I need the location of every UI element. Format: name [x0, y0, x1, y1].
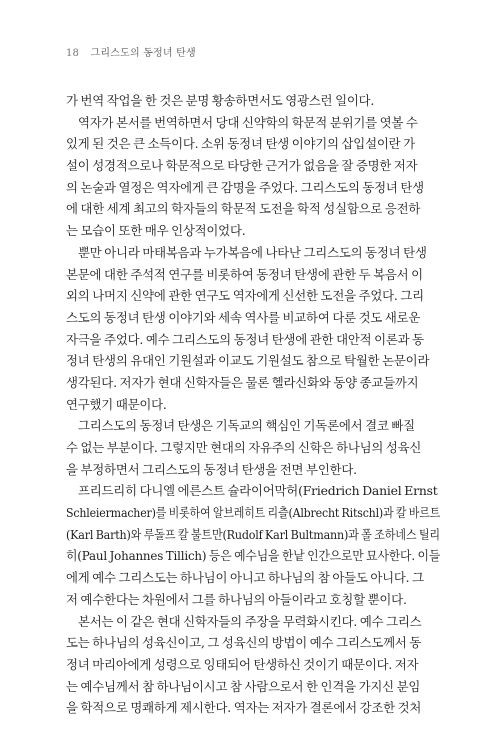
text-line: 그리스도의 동정녀 탄생은 기독교의 핵심인 기독론에서 결코 빠질 [78, 418, 415, 434]
text-line: 정녀 마리아에게 성령으로 잉태되어 탄생하신 것이기 때문이다. 저자 [66, 656, 419, 672]
text-line: 도는 하나님의 성육신이고, 그 성육신의 방법이 예수 그리스도께서 동 [66, 635, 422, 651]
text-line: 자극을 주었다. 예수 그리스도의 동정녀 탄생에 관한 대안적 이론과 동 [66, 331, 424, 347]
running-head [66, 44, 196, 59]
text-line: 저 예수한다는 차원에서 그를 하나님의 아들이라고 호칭할 뿐이다. [66, 591, 407, 607]
body-text [66, 90, 440, 719]
text-line: 프리드리히 다니엘 에른스트 슐라이어막허(Friedrich Daniel Ernst [78, 483, 438, 499]
text-line: 설이 성경적으로나 학문적으로 타당한 근거가 없음을 잘 증명한 저자 [66, 158, 418, 174]
text-line: (Karl Barth)와 루돌프 칼 불트만(Rudolf Karl Bultmann)과 폴 조하네스 틸리 [66, 526, 440, 542]
text-line: 을 학적으로 명쾌하게 제시한다. 역자는 저자가 결론에서 강조한 것처 [66, 700, 422, 716]
text-line: 본문에 대한 주석적 연구를 비롯하여 동정녀 탄생에 관한 두 복음서 이 [66, 266, 423, 282]
text-line: 는 모습이 또한 매우 인상적이었다. [66, 223, 246, 239]
running-head-title: 그리스도의 동정녀 탄생 [90, 48, 196, 59]
text-line: 을 부정하면서 그리스도의 동정녀 탄생을 전면 부인한다. [66, 461, 357, 477]
text-line: 에 대한 세계 최고의 학자들의 학문적 도전을 학적 성실함으로 응전하 [66, 201, 421, 217]
text-line: 는 예수님께서 참 하나님이시고 참 사람으로서 한 인격을 가지신 분임 [66, 678, 421, 694]
text-line: 뿐만 아니라 마태복음과 누가복음에 나타난 그리스도의 동정녀 탄생 [78, 244, 427, 260]
text-line: 정녀 탄생의 유대인 기원설과 이교도 기원설도 참으로 탁월한 논문이라 [66, 353, 430, 369]
text-line: 에게 예수 그리스도는 하나님이 아니고 하나님의 참 아들도 아니다. 그 [66, 570, 424, 586]
text-line: 스도의 동정녀 탄생 이야기와 세속 역사를 비교하여 다룬 것도 새로운 [66, 309, 421, 325]
text-line: 히(Paul Johannes Tillich) 등은 예수님을 한낱 인간으로만 묘사한다. 이들 [66, 548, 440, 564]
text-line: 있게 된 것은 큰 소득이다. 소위 동정녀 탄생 이야기의 삽입설이란 가 [66, 136, 415, 152]
text-line: 본서는 이 같은 현대 신학자들의 주장을 무력화시킨다. 예수 그리스 [78, 613, 422, 629]
text-line: 외의 나머지 신약에 관한 연구도 역자에게 신선한 도전을 주었다. 그리 [66, 288, 424, 304]
text-line: 생각된다. 저자가 현대 신학자들은 물론 헬라신화와 동양 종교들까지 [66, 374, 419, 390]
text-line: 수 없는 부분이다. 그렇지만 현대의 자유주의 신학은 하나님의 성육신 [66, 440, 422, 455]
text-line: 역자가 본서를 번역하면서 당대 신약학의 학문적 분위기를 엿볼 수 [78, 114, 418, 130]
page-number: 18 [66, 48, 80, 59]
text-line: Schleiermacher)를 비롯하여 알브레히트 리츨(Albrecht Ritschl)과 칼 바르트 [66, 505, 440, 521]
text-line: 가 번역 작업을 한 것은 분명 황송하면서도 영광스런 일이다. [66, 93, 375, 108]
text-line: 연구했기 때문이다. [66, 396, 167, 412]
text-line: 의 논술과 열정은 역자에게 큰 감명을 주었다. 그리스도의 동정녀 탄생 [66, 179, 424, 195]
